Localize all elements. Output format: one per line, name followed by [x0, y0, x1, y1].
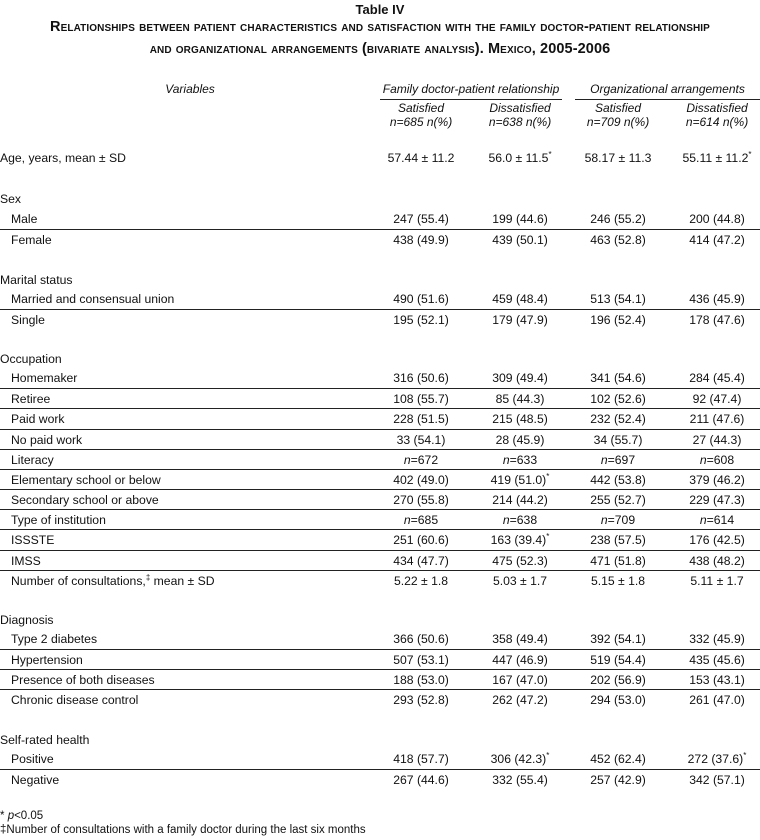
- header-col-satisfied-1: [373, 101, 469, 129]
- cell: 57.44 ± 11.2: [387, 151, 455, 165]
- cell: 475 (52.3): [492, 554, 548, 568]
- cell: 179 (47.9): [492, 313, 548, 327]
- cell: 108 (55.7): [393, 392, 449, 406]
- header-col-dissatisfied-1: [472, 101, 568, 129]
- cell: 392 (54.1): [590, 632, 646, 646]
- cell: 272 (37.6)*: [687, 751, 747, 766]
- table-row-consultations: [0, 571, 760, 591]
- cell: 293 (52.8): [393, 693, 449, 707]
- cell: 214 (44.2): [492, 493, 548, 507]
- cell: 163 (39.4)*: [490, 532, 550, 547]
- table-row-retiree: [0, 389, 760, 409]
- cell: 215 (48.5): [492, 412, 548, 426]
- col-label: Dissatisfied: [686, 101, 748, 115]
- cell: 332 (45.9): [689, 632, 745, 646]
- table-row-type2-diabetes: [0, 629, 760, 649]
- cell: 33 (54.1): [396, 433, 446, 447]
- section-heading-diagnosis: [0, 610, 760, 630]
- cell: 5.15 ± 1.8: [590, 574, 646, 588]
- cell: 188 (53.0): [393, 673, 449, 687]
- cell: 56.0 ± 11.5*: [488, 150, 552, 165]
- row-label: Female: [11, 233, 52, 247]
- cell: 85 (44.3): [495, 392, 545, 406]
- col-label: Satisfied: [594, 101, 642, 115]
- cell: n=614: [699, 513, 735, 527]
- cell: 153 (43.1): [689, 673, 745, 687]
- table-row-female: [0, 230, 760, 250]
- cell: 92 (47.4): [692, 392, 742, 406]
- cell: 471 (51.8): [590, 554, 646, 568]
- table-row-married: [0, 289, 760, 309]
- cell: 418 (57.7): [393, 752, 449, 766]
- table-row-chronic-control: [0, 690, 760, 710]
- table-row-institution: [0, 510, 760, 530]
- header-col-satisfied-2: [570, 101, 666, 129]
- cell: 435 (45.6): [689, 653, 745, 667]
- row-label: No paid work: [11, 433, 83, 447]
- cell: 257 (42.9): [590, 773, 646, 787]
- row-label: Male: [11, 212, 38, 226]
- cell: 255 (52.7): [590, 493, 646, 507]
- section-heading-marital-status: [0, 270, 760, 290]
- row-label: Positive: [11, 752, 54, 766]
- cell: 195 (52.1): [393, 313, 449, 327]
- col-n: n=614 n(%): [685, 115, 749, 129]
- row-label: Negative: [11, 773, 60, 787]
- cell: 438 (48.2): [689, 554, 745, 568]
- cell: 58.17 ± 11.3: [584, 151, 652, 165]
- cell: n=672: [403, 453, 439, 467]
- cell: 34 (55.7): [593, 433, 643, 447]
- cell: 513 (54.1): [590, 292, 646, 306]
- cell: 262 (47.2): [492, 693, 548, 707]
- cell: 294 (53.0): [590, 693, 646, 707]
- row-label: Retiree: [11, 392, 51, 406]
- row-label: Type 2 diabetes: [11, 632, 98, 646]
- table-row-imss: [0, 551, 760, 571]
- cell: n=633: [502, 453, 538, 467]
- cell: 270 (55.8): [393, 493, 449, 507]
- cell: 452 (62.4): [590, 752, 646, 766]
- cell: 306 (42.3)*: [490, 751, 550, 766]
- section-label: Diagnosis: [0, 613, 54, 627]
- cell: 442 (53.8): [590, 473, 646, 487]
- cell: 167 (47.0): [492, 673, 548, 687]
- significance-marker: *: [743, 751, 747, 760]
- cell: 309 (49.4): [492, 371, 548, 385]
- section-label: Self-rated health: [0, 733, 90, 747]
- table-title-line2: and organizational arrangements (bivariate analysis). Mexico, 2005-2006: [149, 41, 611, 57]
- table-row-male: [0, 209, 760, 229]
- table-row-negative: [0, 770, 760, 790]
- cell: n=608: [699, 453, 735, 467]
- table-row-both-diseases: [0, 670, 760, 690]
- cell: n=685: [403, 513, 439, 527]
- cell: 251 (60.6): [393, 533, 449, 547]
- table-row-hypertension: [0, 650, 760, 670]
- cell: 229 (47.3): [689, 493, 745, 507]
- cell: 284 (45.4): [689, 371, 745, 385]
- cell: 202 (56.9): [590, 673, 646, 687]
- cell: 436 (45.9): [689, 292, 745, 306]
- cell: 200 (44.8): [689, 212, 745, 226]
- cell: 176 (42.5): [689, 533, 745, 547]
- cell: 366 (50.6): [393, 632, 449, 646]
- header-variables: Variables: [165, 82, 215, 96]
- cell: 358 (49.4): [492, 632, 548, 646]
- table-row-age: [0, 148, 760, 168]
- row-label: Hypertension: [11, 653, 83, 667]
- significance-marker: *: [546, 532, 550, 541]
- cell: 55.11 ± 11.2*: [682, 150, 752, 165]
- row-label: Type of institution: [11, 513, 106, 527]
- cell: 316 (50.6): [393, 371, 449, 385]
- cell: n=709: [600, 513, 636, 527]
- row-label: Age, years, mean ± SD: [0, 151, 126, 165]
- significance-marker: *: [548, 150, 552, 159]
- group-underline-1: [380, 99, 562, 100]
- cell: 434 (47.7): [393, 554, 449, 568]
- cell: n=697: [600, 453, 636, 467]
- row-label: Married and consensual union: [11, 292, 175, 306]
- section-heading-occupation: [0, 349, 760, 369]
- row-label: ISSSTE: [11, 533, 55, 547]
- table-title: [0, 16, 760, 60]
- row-label: IMSS: [11, 554, 41, 568]
- cell: 261 (47.0): [689, 693, 745, 707]
- row-label: Number of consultations,‡ mean ± SD: [11, 573, 215, 588]
- cell: 463 (52.8): [590, 233, 646, 247]
- header-group-organizational: Organizational arrangements: [590, 82, 745, 96]
- cell: 102 (52.6): [590, 392, 646, 406]
- table-title-line1: Relationships between patient characteristics and satisfaction with the family doctor-patient relationship: [50, 19, 710, 35]
- cell: 211 (47.6): [689, 412, 745, 426]
- header-group-doctor-patient: Family doctor-patient relationship: [382, 82, 560, 96]
- cell: 341 (54.6): [590, 371, 646, 385]
- table-row-secondary: [0, 490, 760, 510]
- cell: 379 (46.2): [689, 473, 745, 487]
- cell: 5.11 ± 1.7: [690, 574, 744, 588]
- col-label: Satisfied: [397, 101, 445, 115]
- significance-marker: *: [546, 751, 550, 760]
- cell: 246 (55.2): [590, 212, 646, 226]
- section-label: Sex: [0, 192, 22, 206]
- col-n: n=638 n(%): [488, 115, 552, 129]
- table-row-positive: [0, 749, 760, 769]
- cell: 402 (49.0): [393, 473, 449, 487]
- cell: 5.22 ± 1.8: [393, 574, 449, 588]
- cell: 228 (51.5): [393, 412, 449, 426]
- cell: 419 (51.0)*: [490, 472, 550, 487]
- cell: 439 (50.1): [492, 233, 548, 247]
- col-label: Dissatisfied: [489, 101, 551, 115]
- cell: 519 (54.4): [590, 653, 646, 667]
- header-col-dissatisfied-2: [669, 101, 760, 129]
- cell: 232 (52.4): [590, 412, 646, 426]
- row-label: Literacy: [11, 453, 54, 467]
- row-label: Presence of both diseases: [11, 673, 155, 687]
- cell: 199 (44.6): [492, 212, 548, 226]
- section-label: Occupation: [0, 352, 62, 366]
- footnote-significance: * p<0.05: [0, 810, 44, 822]
- significance-marker: *: [748, 150, 752, 159]
- cell: 447 (46.9): [492, 653, 548, 667]
- cell: 196 (52.4): [590, 313, 646, 327]
- cell: 342 (57.1): [689, 773, 745, 787]
- cell: 5.03 ± 1.7: [492, 574, 548, 588]
- group-underline-2: [575, 99, 760, 100]
- col-n: n=709 n(%): [586, 115, 650, 129]
- table-row-literacy: [0, 450, 760, 470]
- footnote-marker: ‡: [145, 573, 151, 582]
- cell: 178 (47.6): [689, 313, 745, 327]
- row-label: Single: [11, 313, 45, 327]
- cell: 247 (55.4): [393, 212, 449, 226]
- table-row-issste: [0, 530, 760, 550]
- cell: 459 (48.4): [492, 292, 548, 306]
- section-heading-self-rated-health: [0, 730, 760, 750]
- footnote-consultations: ‡Number of consultations with a family doctor during the last six months: [0, 824, 366, 836]
- row-label: Elementary school or below: [11, 473, 161, 487]
- cell: n=638: [502, 513, 538, 527]
- cell: 490 (51.6): [393, 292, 449, 306]
- table-row-elementary: [0, 470, 760, 490]
- cell: 267 (44.6): [393, 773, 449, 787]
- section-heading-sex: [0, 189, 760, 209]
- table-row-paid-work: [0, 409, 760, 429]
- cell: 238 (57.5): [590, 533, 646, 547]
- cell: 27 (44.3): [692, 433, 742, 447]
- table-number: Table IV: [355, 2, 405, 17]
- table-row-no-paid-work: [0, 430, 760, 450]
- row-label: Homemaker: [11, 371, 78, 385]
- row-label: Chronic disease control: [11, 693, 139, 707]
- cell: 332 (55.4): [492, 773, 548, 787]
- table-row-homemaker: [0, 368, 760, 388]
- table-row-single: [0, 310, 760, 330]
- cell: 507 (53.1): [393, 653, 449, 667]
- row-label: Secondary school or above: [11, 493, 159, 507]
- col-n: n=685 n(%): [389, 115, 453, 129]
- significance-marker: *: [546, 472, 550, 481]
- row-label: Paid work: [11, 412, 65, 426]
- cell: 438 (49.9): [393, 233, 449, 247]
- section-label: Marital status: [0, 273, 73, 287]
- cell: 414 (47.2): [689, 233, 745, 247]
- cell: 28 (45.9): [495, 433, 545, 447]
